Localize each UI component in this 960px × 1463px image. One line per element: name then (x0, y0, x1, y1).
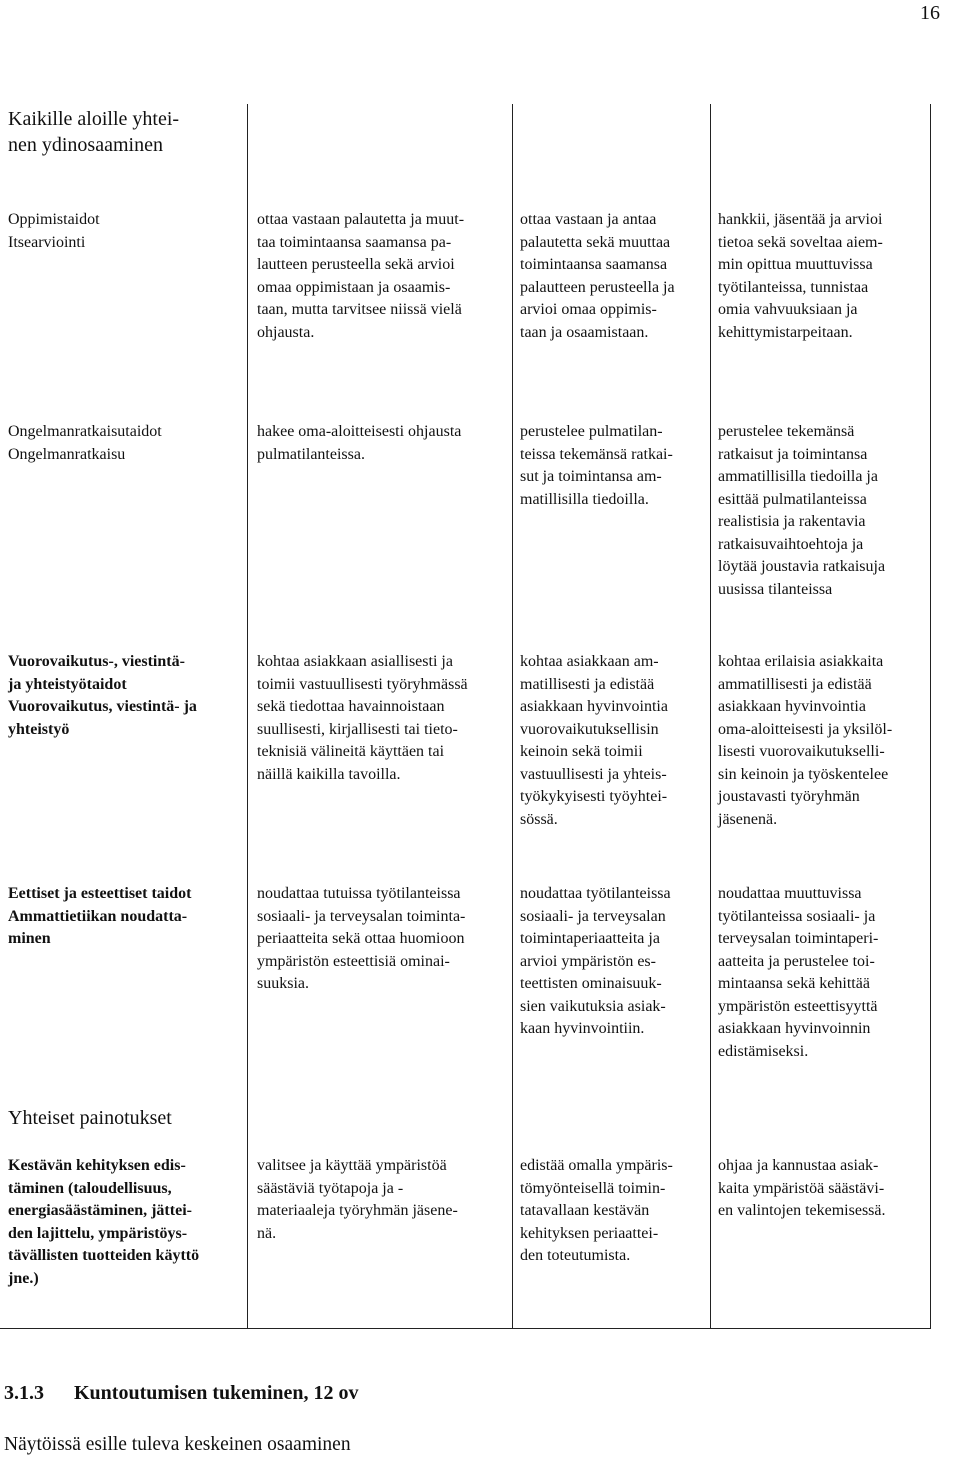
table-bottom-border (0, 1328, 931, 1329)
row-cell-level-3: perustelee tekemänsä ratkaisut ja toimintansa ammatillisilla tiedoilla ja esittää pulmatilanteissa realistisia ja rakentavia ratkaisuvaihtoehtoja ja löytää joustavia ratkaisuja uusissa tilanteissa (718, 423, 886, 598)
row-cell-level-3: hankkii, jäsentää ja arvioi tietoa sekä soveltaa aiem- min opittua muuttuvissa työtilanteissa, tunnistaa omia vahvuuksiaan ja kehittymistarpeitaan. (718, 211, 883, 341)
row-label: Oppimistaidot Itsearviointi (8, 211, 100, 251)
row-label: Ongelmanratkaisutaidot Ongelmanratkaisu (8, 423, 162, 463)
column-divider (247, 104, 248, 1329)
row-cell-level-1: kohtaa asiakkaan asiallisesti ja toimii vastuullisesti työryhmässä sekä tiedottaa havainnoistaan suullisesti, kirjallisesti tai tieto- teknisiä välineitä käyttäen tai näillä kaikilla tavoilla. (257, 653, 468, 783)
section-title: Kuntoutumisen tukeminen, 12 ov (74, 1382, 359, 1404)
row-cell-level-2: noudattaa työtilanteissa sosiaali- ja terveysalan toimintaperiaatteita ja arvioi ympäristön es- teettisten ominaisuuk- sien vaikutuksia asiak- kaan hyvinvointiin. (520, 885, 671, 1037)
row-label: Kestävän kehityksen edis- täminen (taloudellisuus, energiasäästäminen, jättei- den lajittelu, ympäristöys- tävällisten tuotteiden käyttö jne.) (8, 1157, 200, 1287)
row-cell-level-3: ohjaa ja kannustaa asiak- kaita ympäristöä säästävi- en valintojen tekemisessä. (718, 1157, 886, 1219)
row-cell-level-2: edistää omalla ympäris- tömyönteisellä toimin- tatavallaan kestävän kehityksen periaattei- den toteutumista. (520, 1157, 673, 1264)
row-cell-level-3: kohtaa erilaisia asiakkaita ammatillisesti ja edistää asiakkaan hyvinvointia oma-aloitteisesti ja yksilöl- lisesti vuorovaikutukselli- sin keinoin ja työskentelee joustavasti työryhmän jäsenenä. (718, 653, 893, 828)
section-heading (4, 1382, 359, 1405)
column-divider (512, 104, 513, 1329)
row-cell-level-1: hakee oma-aloitteisesti ohjausta pulmatilanteissa. (257, 423, 462, 463)
row-cell-level-1: noudattaa tutuissa työtilanteissa sosiaali- ja terveysalan toiminta- periaatteita sekä ottaa huomioon ympäristön esteettisiä ominai- suuksia. (257, 885, 466, 992)
row-cell-level-2: perustelee pulmatilan- teissa tekemänsä ratkai- sut ja toimintansa am- matillisilla tiedoilla. (520, 423, 673, 508)
row-label: Vuorovaikutus-, viestintä- ja yhteistyötaidot Vuorovaikutus, viestintä- ja yhteistyö (8, 653, 197, 738)
row-cell-level-1: ottaa vastaan palautetta ja muut- taa toimintaansa saamansa pa- lautteen perusteella sekä arvioi omaa oppimistaan ja osaamis- taan, mutta tarvitsee niissä vielä ohjausta. (257, 211, 465, 341)
column-divider (930, 104, 931, 1329)
row-cell-level-3: noudattaa muuttuvissa työtilanteissa sosiaali- ja terveysalan toimintaperi- aatteita ja perustelee toi- mintaansa sekä kehittää ympäristön esteettisyyttä asiakkaan hyvinvoinnin edistämiseksi. (718, 885, 879, 1060)
row-cell-level-2: ottaa vastaan ja antaa palautetta sekä muuttaa toimintaansa saamansa palautteen perusteella ja arvioi omaa oppimis- taan ja osaamistaan. (520, 211, 675, 341)
table-header-title: Kaikille aloille yhtei- nen ydinosaaminen (8, 108, 180, 156)
section-number: 3.1.3 (4, 1382, 44, 1404)
row-cell-level-2: kohtaa asiakkaan am- matillisesti ja edistää asiakkaan hyvinvointia vuorovaikutuksellisin keinoin sekä toimii vastuullisesti ja yhteis- työkykyisesti työyhtei- sössä. (520, 653, 668, 828)
common-heading: Yhteiset painotukset (8, 1107, 172, 1129)
page-number: 16 (920, 2, 940, 24)
column-divider (710, 104, 711, 1329)
row-cell-level-1: valitsee ja käyttää ympäristöä säästäviä työtapoja ja - materiaaleja työryhmän jäsene- nä. (257, 1157, 458, 1242)
row-label: Eettiset ja esteettiset taidot Ammattietiikan noudatta- minen (8, 885, 192, 947)
section-subtitle: Näytöissä esille tuleva keskeinen osaaminen (4, 1434, 351, 1455)
